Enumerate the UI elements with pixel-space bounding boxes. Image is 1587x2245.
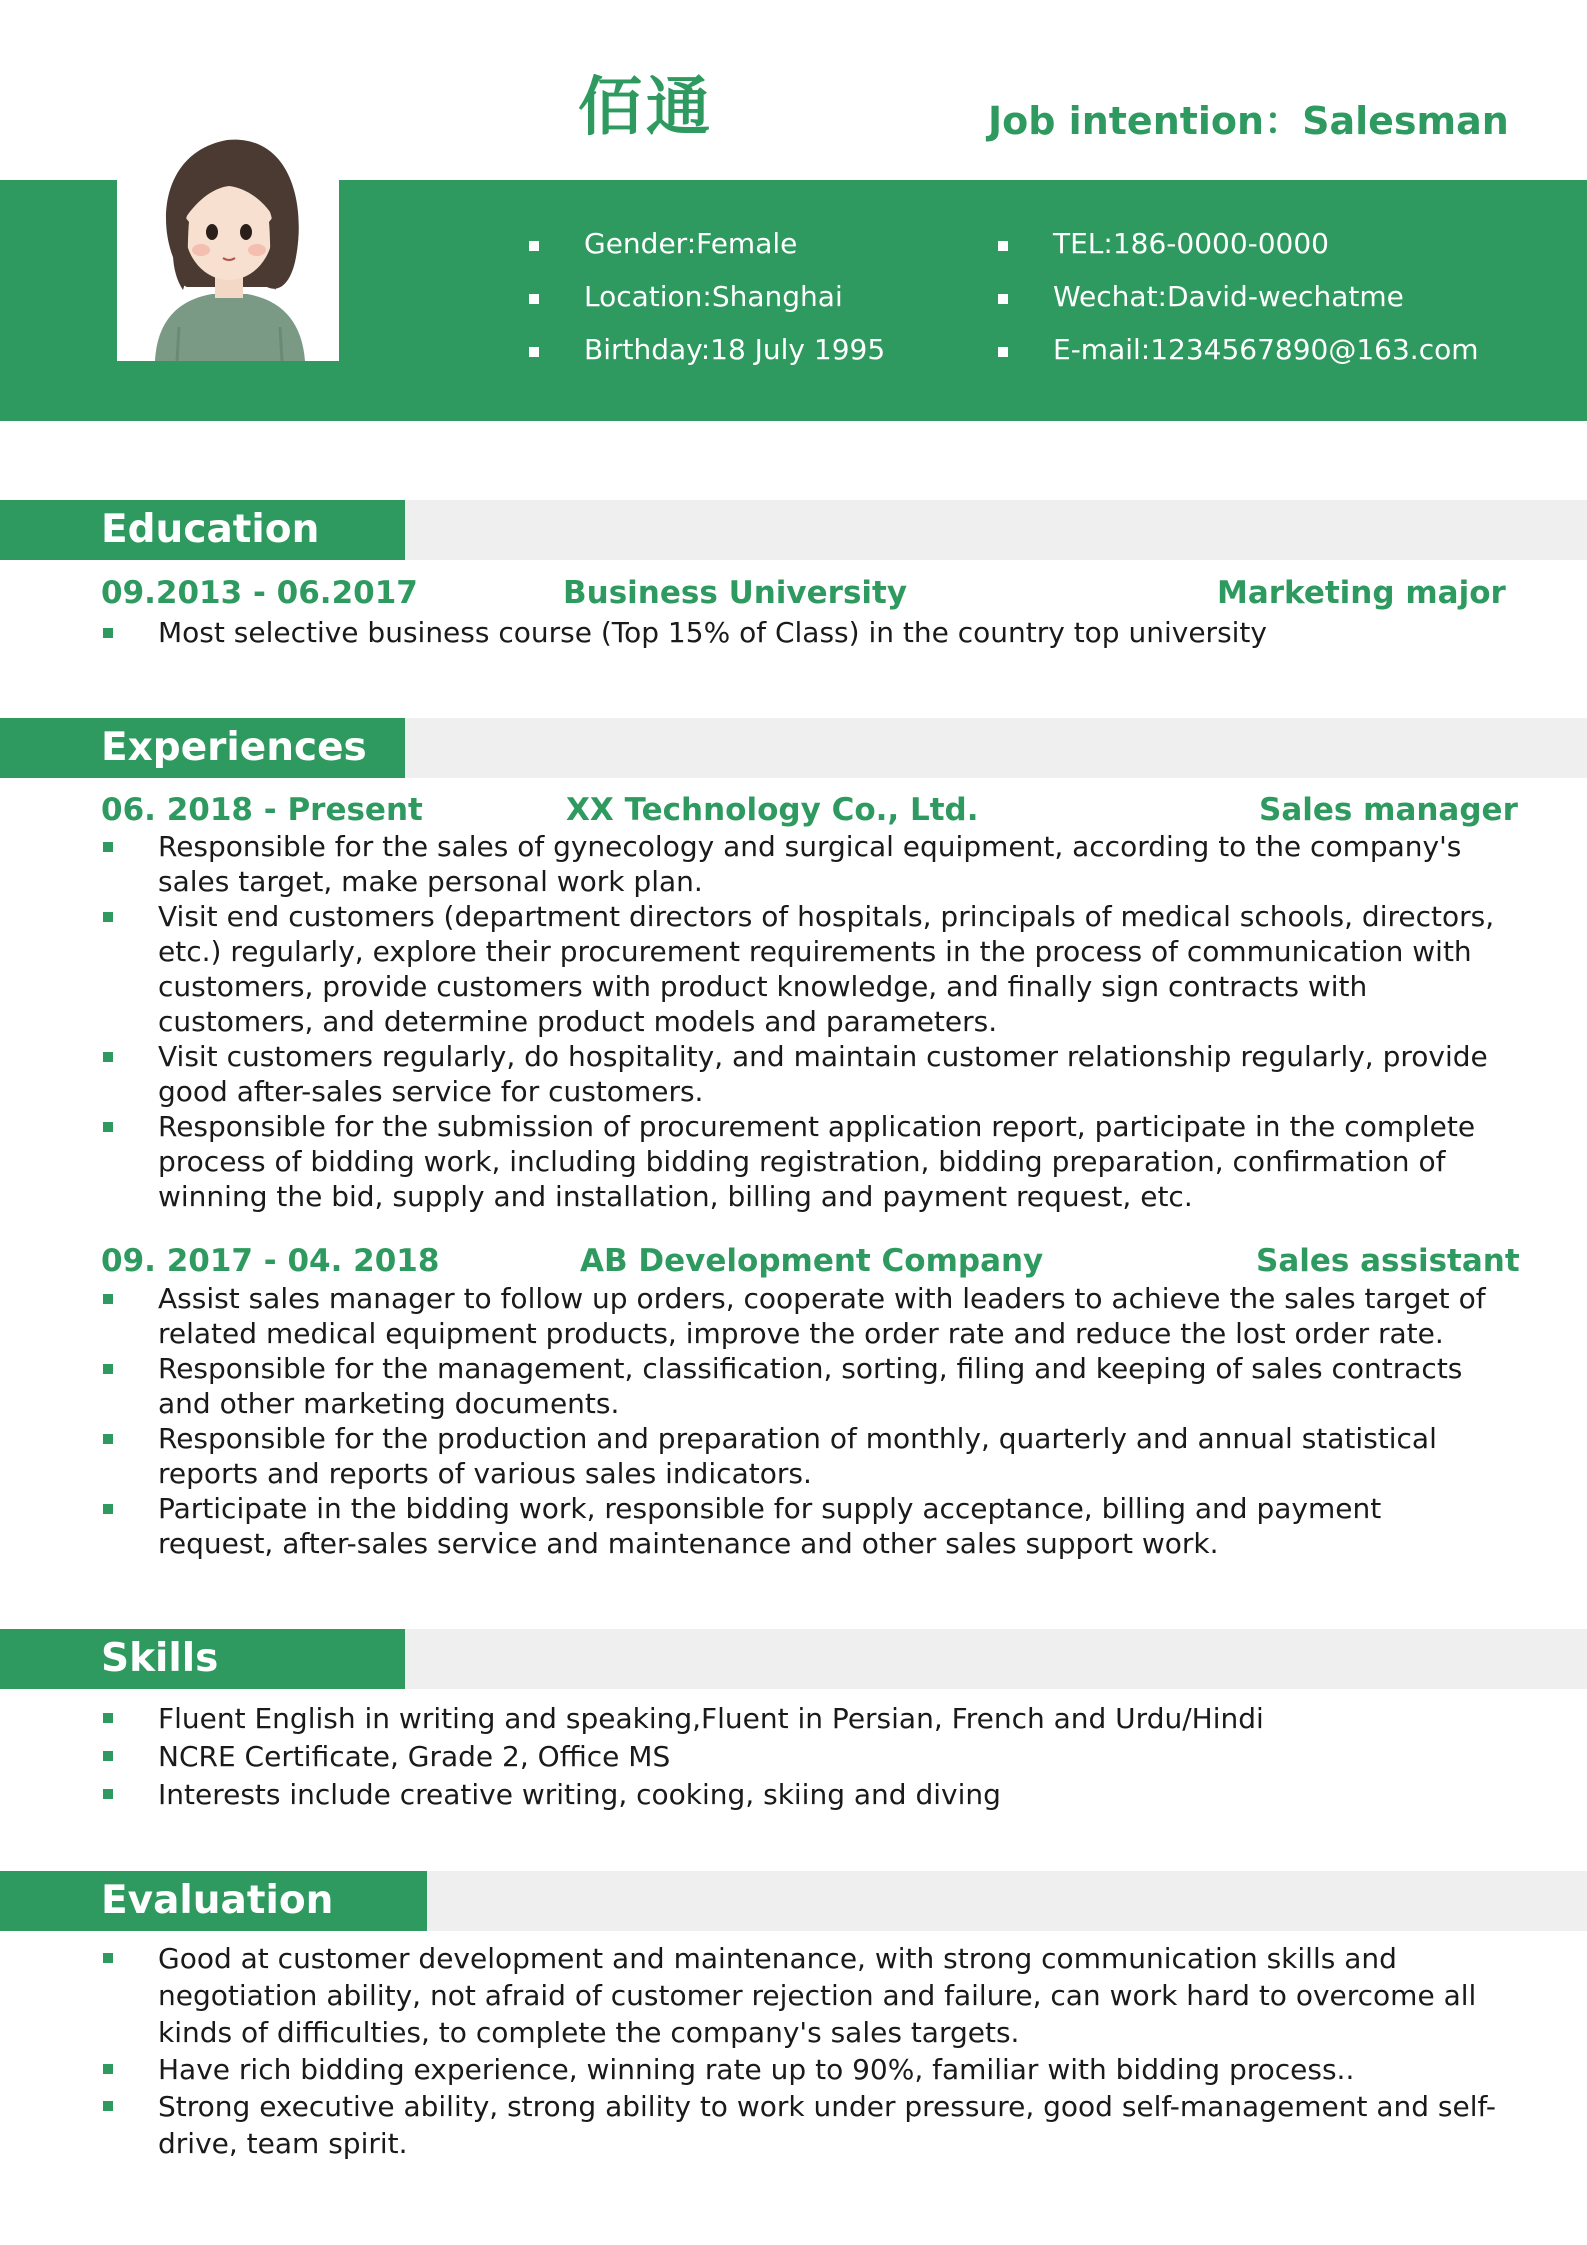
personal-info-right xyxy=(998,222,1479,381)
skills-section-bar xyxy=(0,1629,1587,1689)
list-item: Assist sales manager to follow up orders, cooperate with leaders to achieve the sales target of related medical equipment products, improve the order rate and reduce the lost order rate. xyxy=(101,1281,1501,1351)
candidate-name: 佰通 xyxy=(578,71,714,145)
job-1-date: 06. 2018 - Present xyxy=(101,792,423,828)
job-1-company: XX Technology Co., Ltd. xyxy=(566,792,979,828)
list-item: Responsible for the sales of gynecology and surgical equipment, according to the company's sales target, make personal work plan. xyxy=(101,829,1501,899)
education-section-title: Education xyxy=(0,500,405,560)
bullet-icon xyxy=(103,1953,113,1963)
education-bullets xyxy=(101,615,1501,650)
avatar-illustration xyxy=(117,112,339,361)
job-2-bullets xyxy=(101,1281,1501,1561)
list-item: NCRE Certificate, Grade 2, Office MS xyxy=(101,1738,1501,1776)
list-item: Responsible for the management, classification, sorting, filing and keeping of sales contracts and other marketing documents. xyxy=(101,1351,1501,1421)
list-item: Strong executive ability, strong ability to work under pressure, good self-management and self-drive, team spirit. xyxy=(101,2088,1501,2162)
bullet-icon xyxy=(103,1713,113,1723)
bullet-icon xyxy=(103,1122,113,1132)
bullet-icon xyxy=(103,1294,113,1304)
list-item: Responsible for the submission of procurement application report, participate in the complete process of bidding work, including bidding registration, bidding preparation, confirmation of winning the bid, supply and installation, billing and payment request, etc. xyxy=(101,1109,1501,1214)
list-item: Most selective business course (Top 15% of Class) in the country top university xyxy=(101,615,1501,650)
list-item: Visit customers regularly, do hospitality, and maintain customer relationship regularly, provide good after-sales service for customers. xyxy=(101,1039,1501,1109)
list-item: Interests include creative writing, cooking, skiing and diving xyxy=(101,1776,1501,1814)
bullet-icon xyxy=(529,241,539,251)
job-2-company: AB Development Company xyxy=(580,1243,1044,1279)
bullet-icon xyxy=(998,241,1008,251)
birthday-info: Birthday:18 July 1995 xyxy=(529,328,885,381)
skills-bullets xyxy=(101,1700,1501,1814)
experiences-section-bar xyxy=(0,718,1587,778)
bullet-icon xyxy=(103,1052,113,1062)
job-intention: Job intention：Salesman xyxy=(988,99,1509,143)
experiences-section-title: Experiences xyxy=(0,718,405,778)
wechat-info: Wechat:David-wechatme xyxy=(998,275,1479,328)
bullet-icon xyxy=(103,1434,113,1444)
job-1-bullets xyxy=(101,829,1501,1214)
personal-info-left xyxy=(529,222,885,381)
bullet-icon xyxy=(103,1364,113,1374)
bullet-icon xyxy=(103,912,113,922)
job-1-role: Sales manager xyxy=(1259,792,1518,828)
evaluation-section-title: Evaluation xyxy=(0,1871,427,1931)
job-2-date: 09. 2017 - 04. 2018 xyxy=(101,1243,440,1279)
bullet-icon xyxy=(103,2101,113,2111)
location-info: Location:Shanghai xyxy=(529,275,885,328)
gender-info: Gender:Female xyxy=(529,222,885,275)
bullet-icon xyxy=(998,294,1008,304)
education-date: 09.2013 - 06.2017 xyxy=(101,575,418,611)
bullet-icon xyxy=(103,842,113,852)
evaluation-bullets xyxy=(101,1940,1501,2162)
education-school: Business University xyxy=(563,575,908,611)
skills-section-title: Skills xyxy=(0,1629,405,1689)
education-section-bar xyxy=(0,500,1587,560)
bullet-icon xyxy=(998,347,1008,357)
bullet-icon xyxy=(103,1789,113,1799)
bullet-icon xyxy=(103,2064,113,2074)
profile-photo xyxy=(117,112,339,361)
bullet-icon xyxy=(103,1751,113,1761)
list-item: Good at customer development and maintenance, with strong communication skills and negotiation ability, not afraid of customer rejection and failure, can work hard to overcome all kinds of difficulties, to complete the company's sales targets. xyxy=(101,1940,1501,2051)
tel-info: TEL:186-0000-0000 xyxy=(998,222,1479,275)
bullet-icon xyxy=(529,347,539,357)
bullet-icon xyxy=(103,628,113,638)
email-info: E-mail:1234567890@163.com xyxy=(998,328,1479,381)
list-item: Participate in the bidding work, responsible for supply acceptance, billing and payment request, after-sales service and maintenance and other sales support work. xyxy=(101,1491,1501,1561)
bullet-icon xyxy=(529,294,539,304)
job-2-role: Sales assistant xyxy=(1256,1243,1520,1279)
evaluation-section-bar xyxy=(0,1871,1587,1931)
list-item: Have rich bidding experience, winning rate up to 90%, familiar with bidding process.. xyxy=(101,2051,1501,2088)
bullet-icon xyxy=(103,1504,113,1514)
list-item: Visit end customers (department directors of hospitals, principals of medical schools, directors, etc.) regularly, explore their procurement requirements in the process of communication with customers, provide customers with product knowledge, and finally sign contracts with customers, and determine product models and parameters. xyxy=(101,899,1501,1039)
education-major: Marketing major xyxy=(1217,575,1506,611)
list-item: Responsible for the production and preparation of monthly, quarterly and annual statistical reports and reports of various sales indicators. xyxy=(101,1421,1501,1491)
list-item: Fluent English in writing and speaking,Fluent in Persian, French and Urdu/Hindi xyxy=(101,1700,1501,1738)
